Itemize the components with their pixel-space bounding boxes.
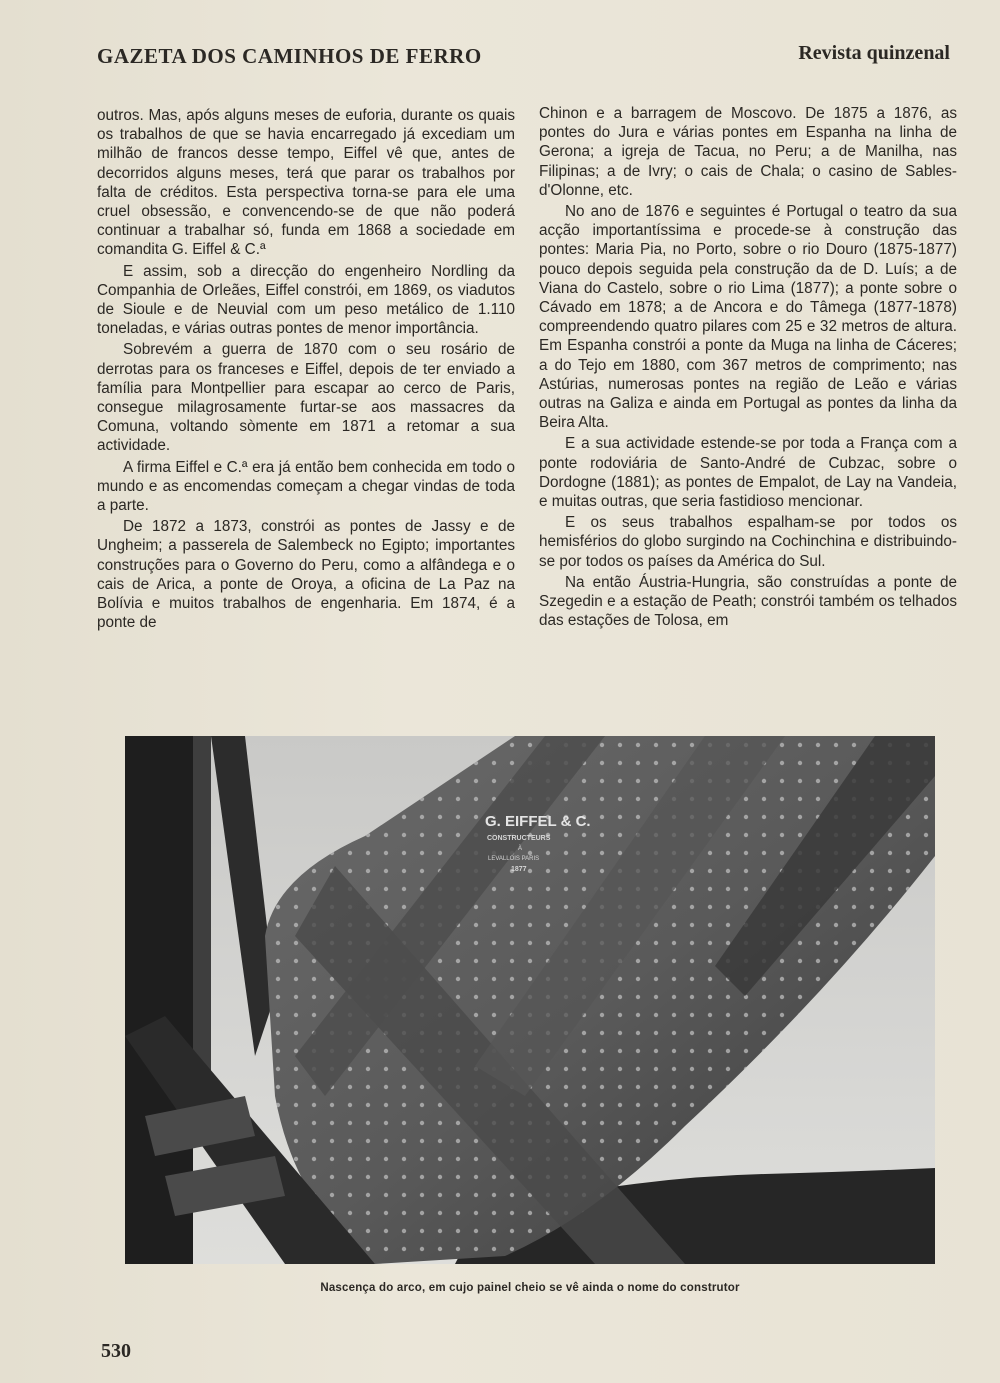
magazine-subtitle: Revista quinzenal	[798, 42, 950, 64]
magazine-title: GAZETA DOS CAMINHOS DE FERRO	[97, 44, 482, 68]
article-column-right	[539, 104, 957, 630]
bridge-arch-photograph	[125, 736, 935, 1264]
article-column-left	[97, 106, 515, 632]
paragraph: No ano de 1876 e seguintes é Portugal o teatro da sua acção importantíssima e procede-se à construção das pontes: Maria Pia, no Porto, sobre o rio Douro (1875-1877) pouco depois seguida pela construção da de D. Luís; a de Viana do Castelo, sobre o rio Lima (1877); a ponte sobre o Cávado em 1878; a de Ancora e do Tâmega (1877-1878) compreendendo quatro pilares com 25 e 32 metros de altura. Em Espanha constrói a ponte da Muga na linha de Cáceres; a do Tejo em 1880, com 367 metros de comprimento; nas Astúrias, numerosas pontes na região de Leão e várias outras na Galiza e ainda em Portugal as pontes da linha da Beira Alta.	[539, 203, 957, 432]
paragraph: Chinon e a barragem de Moscovo. De 1875 a 1876, as pontes do Jura e várias pontes em Espanha na linha de Gerona; a igreja de Tacua, no Peru; a de Manilha, nas Filipinas; a de Ivry; o cais de Chala; o casino de Sables-d'Olonne, etc.	[539, 105, 957, 199]
plate-line: G. EIFFEL & C.	[485, 813, 591, 830]
paragraph: E os seus trabalhos espalham-se por todos os hemisférios do globo surgindo na Cochinchina e distribuindo-se por todos os países da América do Sul.	[539, 514, 957, 570]
plate-line: LEVALLOIS PARIS	[488, 856, 540, 862]
paragraph: Sobrevém a guerra de 1870 com o seu rosário de derrotas para os franceses e Eiffel, depois de ter enviado a família para Montpellier para escapar ao cerco de Paris, consegue milagrosamente furtar-se aos massacres da Comuna, voltando sòmente em 1871 a retomar a sua actividade.	[97, 341, 515, 455]
page-number: 530	[101, 1340, 131, 1362]
paragraph: E assim, sob a direcção do engenheiro Nordling da Companhia de Orleães, Eiffel constrói, em 1869, os viadutos de Sioule e de Neuvial com um peso metálico de 1.110 toneladas, e várias outras pontes de menor importância.	[97, 262, 515, 338]
paragraph: A firma Eiffel e C.ª era já então bem conhecida em todo o mundo e as encomendas começam a chegar vindas de toda a parte.	[97, 458, 515, 515]
plate-line: À	[518, 846, 523, 852]
plate-line: 1877	[511, 866, 527, 873]
plate-line: CONSTRUCTEURS	[487, 835, 551, 842]
paragraph: De 1872 a 1873, constrói as pontes de Jassy e de Ungheim; a passerela de Salembeck no Egipto; importantes construções para o Governo do Peru, como a alfândega e o cais de Arica, a ponte de Oroya, a oficina de La Paz na Bolívia e muitos trabalhos de engenharia. Em 1874, é a ponte de	[97, 518, 515, 632]
photo-caption: Nascença do arco, em cujo painel cheio se vê ainda o nome do construtor	[320, 1282, 740, 1294]
paragraph: E a sua actividade estende-se por toda a França com a ponte rodoviária de Santo-André de Cubzac, sobre o Dordogne (1881); as pontes de Empalot, de Lay na Vandeia, e muitas outras, que seria fastidioso mencionar.	[539, 435, 957, 511]
paragraph: outros. Mas, após alguns meses de euforia, durante os quais os trabalhos de que se havia encarregado já excediam um milhão de francos desse tempo, Eiffel vê que, antes de decorridos alguns meses, terá que parar os trabalhos por falta de créditos. Esta perspectiva torna-se para ele uma cruel obsessão, e convencendo-se de que não poderá continuar a trabalhar só, funda em 1868 a sociedade em comandita G. Eiffel & C.ª	[97, 107, 515, 259]
paragraph: Na então Áustria-Hungria, são construídas a ponte de Szegedin e a estação de Peath; constrói também os telhados das estações de Tolosa, em	[539, 573, 957, 630]
